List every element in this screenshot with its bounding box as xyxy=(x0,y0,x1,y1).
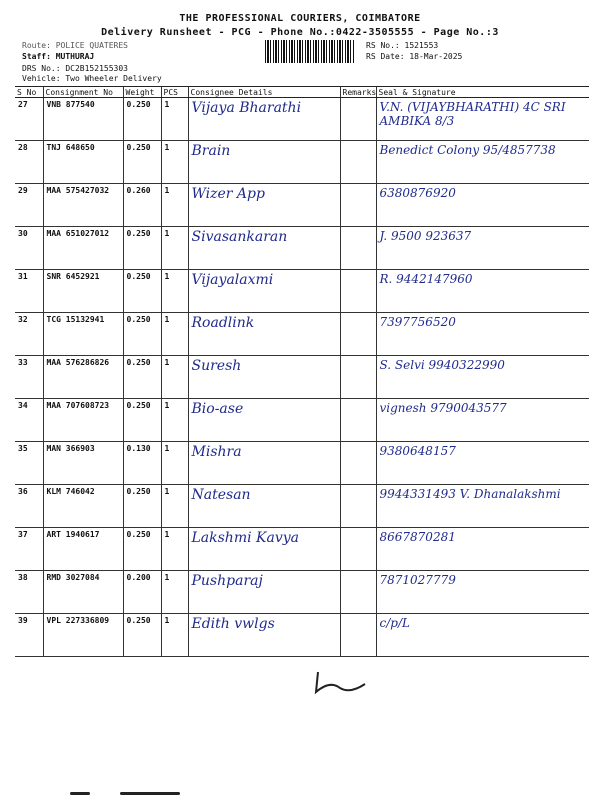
row-pcs: 1 xyxy=(161,356,188,399)
row-pcs: 1 xyxy=(161,442,188,485)
row-consignee-handwritten: Natesan xyxy=(188,485,340,528)
row-weight: 0.250 xyxy=(123,270,161,313)
row-consignment: KLM 746042 xyxy=(43,485,123,528)
row-weight: 0.250 xyxy=(123,313,161,356)
row-consignment: TCG 15132941 xyxy=(43,313,123,356)
row-seal-signature: vignesh 9790043577 xyxy=(376,399,589,442)
row-consignment: MAA 575427032 xyxy=(43,184,123,227)
runsheet-subtitle: Delivery Runsheet - PCG - Phone No.:0422-3505555 - Page No.:3 xyxy=(101,27,499,38)
runsheet-table xyxy=(15,86,589,657)
table-row xyxy=(15,270,589,313)
row-weight: 0.130 xyxy=(123,442,161,485)
rs-number: RS No.: 1521553 xyxy=(366,41,439,50)
row-pcs: 1 xyxy=(161,270,188,313)
row-consignee-handwritten: Sivasankaran xyxy=(188,227,340,270)
row-weight: 0.250 xyxy=(123,227,161,270)
row-consignment: MAA 651027012 xyxy=(43,227,123,270)
row-sno: 35 xyxy=(15,442,43,485)
row-sno: 39 xyxy=(15,614,43,657)
row-weight: 0.250 xyxy=(123,356,161,399)
company-title: THE PROFESSIONAL COURIERS, COIMBATORE xyxy=(179,13,421,24)
row-remarks xyxy=(340,442,376,485)
table-row xyxy=(15,141,589,184)
row-consignee-handwritten: Suresh xyxy=(188,356,340,399)
row-consignee-handwritten: Vijayalaxmi xyxy=(188,270,340,313)
row-pcs: 1 xyxy=(161,184,188,227)
table-row xyxy=(15,356,589,399)
col-consignee: Consignee Details xyxy=(188,87,340,98)
row-seal-signature: S. Selvi 9940322990 xyxy=(376,356,589,399)
table-row xyxy=(15,614,589,657)
row-remarks xyxy=(340,528,376,571)
row-remarks xyxy=(340,356,376,399)
row-sno: 28 xyxy=(15,141,43,184)
row-weight: 0.250 xyxy=(123,614,161,657)
row-consignment: MAN 366903 xyxy=(43,442,123,485)
row-consignment: RMD 3027084 xyxy=(43,571,123,614)
row-seal-signature: R. 9442147960 xyxy=(376,270,589,313)
scan-mark xyxy=(120,792,180,795)
col-seal: Seal & Signature xyxy=(376,87,589,98)
table-row xyxy=(15,485,589,528)
row-consignee-handwritten: Lakshmi Kavya xyxy=(188,528,340,571)
row-sno: 32 xyxy=(15,313,43,356)
row-sno: 38 xyxy=(15,571,43,614)
row-sno: 36 xyxy=(15,485,43,528)
rs-date: RS Date: 18-Mar-2025 xyxy=(366,52,463,61)
row-remarks xyxy=(340,485,376,528)
row-sno: 33 xyxy=(15,356,43,399)
row-sno: 37 xyxy=(15,528,43,571)
row-remarks xyxy=(340,141,376,184)
row-consignee-handwritten: Bio-ase xyxy=(188,399,340,442)
row-consignment: VNB 877540 xyxy=(43,98,123,141)
row-consignment: ART 1940617 xyxy=(43,528,123,571)
row-consignment: VPL 227336809 xyxy=(43,614,123,657)
row-seal-signature: 9944331493 V. Dhanalakshmi xyxy=(376,485,589,528)
staff-label: Staff: MUTHURAJ xyxy=(22,52,95,61)
scan-mark xyxy=(70,792,90,795)
row-weight: 0.260 xyxy=(123,184,161,227)
col-weight: Weight xyxy=(123,87,161,98)
col-remarks: Remarks xyxy=(340,87,376,98)
row-seal-signature: 9380648157 xyxy=(376,442,589,485)
row-pcs: 1 xyxy=(161,227,188,270)
row-weight: 0.250 xyxy=(123,98,161,141)
table-row xyxy=(15,98,589,141)
row-pcs: 1 xyxy=(161,313,188,356)
row-consignee-handwritten: Wizer App xyxy=(188,184,340,227)
drs-number: DRS No.: DC2B152155303 xyxy=(22,64,128,73)
row-weight: 0.250 xyxy=(123,528,161,571)
row-consignment: MAA 576286826 xyxy=(43,356,123,399)
table-row xyxy=(15,313,589,356)
row-consignee-handwritten: Roadlink xyxy=(188,313,340,356)
row-seal-signature: Benedict Colony 95/4857738 xyxy=(376,141,589,184)
row-sno: 29 xyxy=(15,184,43,227)
table-row xyxy=(15,571,589,614)
row-pcs: 1 xyxy=(161,614,188,657)
row-weight: 0.250 xyxy=(123,485,161,528)
row-consignee-handwritten: Mishra xyxy=(188,442,340,485)
row-consignee-handwritten: Vijaya Bharathi xyxy=(188,98,340,141)
row-pcs: 1 xyxy=(161,399,188,442)
row-consignment: TNJ 648650 xyxy=(43,141,123,184)
row-pcs: 1 xyxy=(161,98,188,141)
row-seal-signature: c/p/L xyxy=(376,614,589,657)
row-consignee-handwritten: Brain xyxy=(188,141,340,184)
table-row xyxy=(15,442,589,485)
row-consignee-handwritten: Edith vwlgs xyxy=(188,614,340,657)
row-remarks xyxy=(340,571,376,614)
row-remarks xyxy=(340,184,376,227)
row-sno: 34 xyxy=(15,399,43,442)
row-pcs: 1 xyxy=(161,528,188,571)
row-pcs: 1 xyxy=(161,141,188,184)
row-seal-signature: V.N. (VIJAYBHARATHI) 4C SRI AMBIKA 8/3 xyxy=(376,98,589,141)
row-seal-signature: J. 9500 923637 xyxy=(376,227,589,270)
col-consignment: Consignment No xyxy=(43,87,123,98)
vehicle-label: Vehicle: Two Wheeler Delivery xyxy=(22,74,162,83)
row-sno: 30 xyxy=(15,227,43,270)
route-label: Route: POLICE QUATERES xyxy=(22,41,128,50)
table-header-row xyxy=(15,87,589,98)
row-remarks xyxy=(340,98,376,141)
row-remarks xyxy=(340,270,376,313)
row-remarks xyxy=(340,313,376,356)
table-row xyxy=(15,227,589,270)
row-remarks xyxy=(340,614,376,657)
row-weight: 0.250 xyxy=(123,141,161,184)
row-pcs: 1 xyxy=(161,485,188,528)
table-row xyxy=(15,528,589,571)
row-sno: 31 xyxy=(15,270,43,313)
row-consignment: MAA 707608723 xyxy=(43,399,123,442)
table-row xyxy=(15,184,589,227)
row-consignment: SNR 6452921 xyxy=(43,270,123,313)
col-pcs: PCS xyxy=(161,87,188,98)
row-weight: 0.200 xyxy=(123,571,161,614)
row-remarks xyxy=(340,227,376,270)
row-seal-signature: 8667870281 xyxy=(376,528,589,571)
row-seal-signature: 7397756520 xyxy=(376,313,589,356)
table-row xyxy=(15,399,589,442)
supervisor-signature xyxy=(310,670,370,700)
barcode xyxy=(265,40,355,63)
row-seal-signature: 6380876920 xyxy=(376,184,589,227)
row-remarks xyxy=(340,399,376,442)
row-sno: 27 xyxy=(15,98,43,141)
row-seal-signature: 7871027779 xyxy=(376,571,589,614)
row-consignee-handwritten: Pushparaj xyxy=(188,571,340,614)
col-sno: S No xyxy=(15,87,43,98)
row-pcs: 1 xyxy=(161,571,188,614)
row-weight: 0.250 xyxy=(123,399,161,442)
